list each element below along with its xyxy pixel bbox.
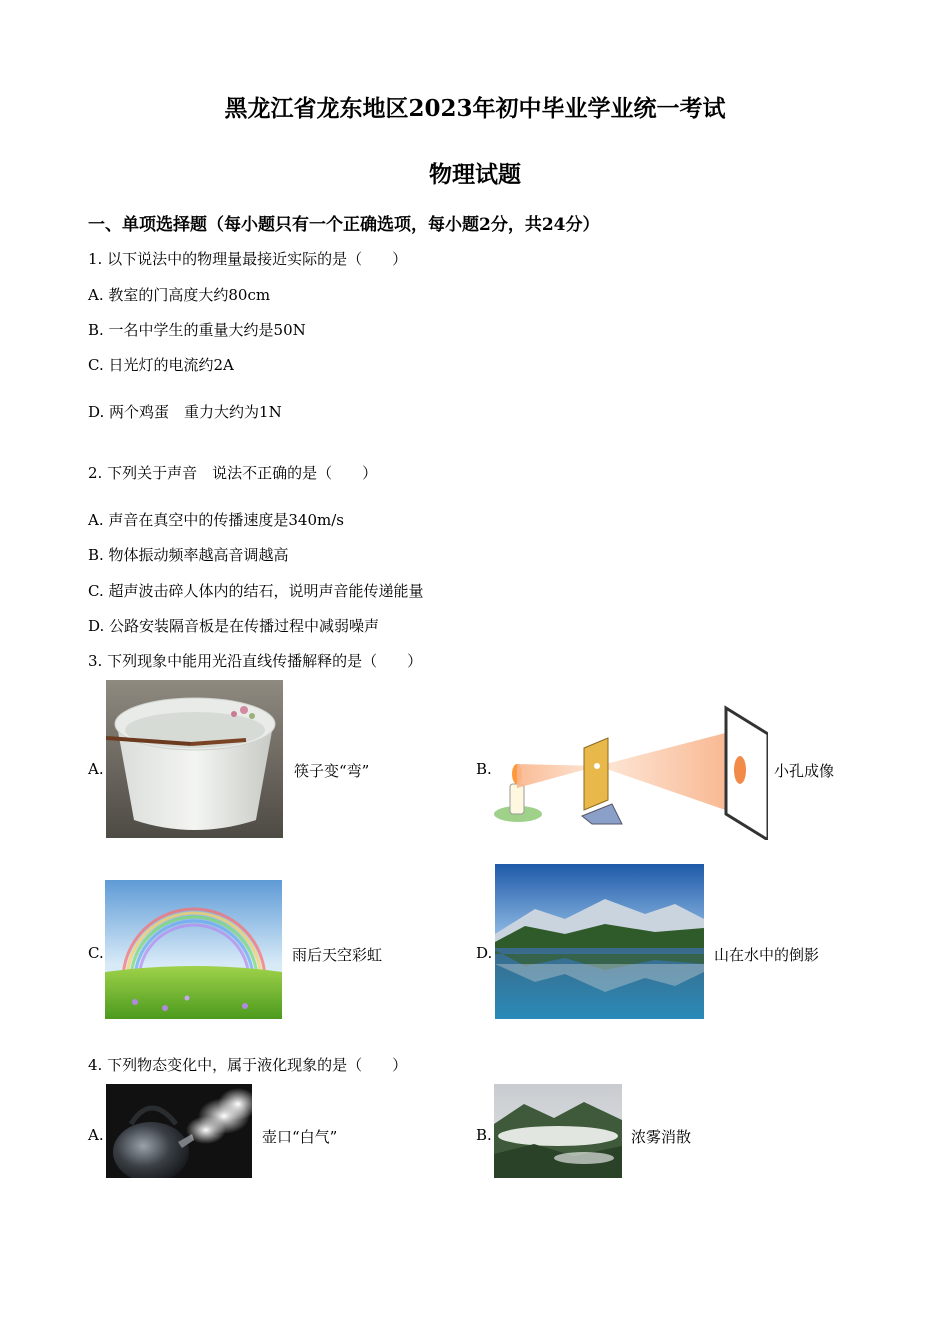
mountain-lake-reflection-photo-icon	[495, 864, 704, 1019]
rainbow-photo-icon	[105, 880, 282, 1019]
q3-option-c-letter: C.	[88, 944, 104, 962]
pinhole-camera-diagram-icon	[492, 704, 768, 840]
kettle-steam-photo-icon	[106, 1084, 252, 1178]
q3-option-d-caption: 山在水中的倒影	[714, 946, 820, 964]
q1-option-a: A. 教室的门高度大约80cm	[88, 286, 271, 304]
q2-option-a: A. 声音在真空中的传播速度是340m/s	[88, 511, 344, 529]
q2-stem: 2. 下列关于声音 说法不正确的是（ ）	[88, 464, 378, 482]
q3-option-a-letter: A.	[88, 760, 104, 778]
q2-option-b: B. 物体振动频率越高音调越高	[88, 546, 289, 564]
bowl-chopstick-photo-icon	[106, 680, 283, 838]
exam-subtitle: 物理试题	[429, 161, 521, 188]
q1-stem: 1. 以下说法中的物理量最接近实际的是（ ）	[88, 250, 408, 268]
exam-title: 黑龙江省龙东地区2023年初中毕业学业统一考试	[224, 95, 726, 122]
section-heading: 一、单项选择题（每小题只有一个正确选项，每小题2分，共24分）	[88, 215, 600, 235]
q4-option-a-caption: 壶口“白气”	[262, 1128, 338, 1146]
q3-stem: 3. 下列现象中能用光沿直线传播解释的是（ ）	[88, 652, 423, 670]
q2-option-d: D. 公路安装隔音板是在传播过程中减弱噪声	[88, 617, 380, 635]
q4-stem: 4. 下列物态变化中，属于液化现象的是（ ）	[88, 1056, 408, 1074]
q4-option-b-letter: B.	[476, 1126, 492, 1144]
q3-option-c-caption: 雨后天空彩虹	[292, 946, 383, 964]
q1-option-d: D. 两个鸡蛋 重力大约为1N	[88, 403, 282, 421]
q3-option-b-letter: B.	[476, 760, 492, 778]
q1-option-b: B. 一名中学生的重量大约是50N	[88, 321, 306, 339]
q3-option-b-caption: 小孔成像	[774, 762, 835, 780]
mountain-fog-photo-icon	[494, 1084, 622, 1178]
q3-option-d-letter: D.	[476, 944, 493, 962]
q4-option-b-caption: 浓雾消散	[631, 1128, 692, 1146]
q2-option-c: C. 超声波击碎人体内的结石，说明声音能传递能量	[88, 582, 424, 600]
q4-option-a-letter: A.	[88, 1126, 104, 1144]
q1-option-c: C. 日光灯的电流约2A	[88, 356, 234, 374]
q3-option-a-caption: 筷子变“弯”	[294, 762, 370, 780]
